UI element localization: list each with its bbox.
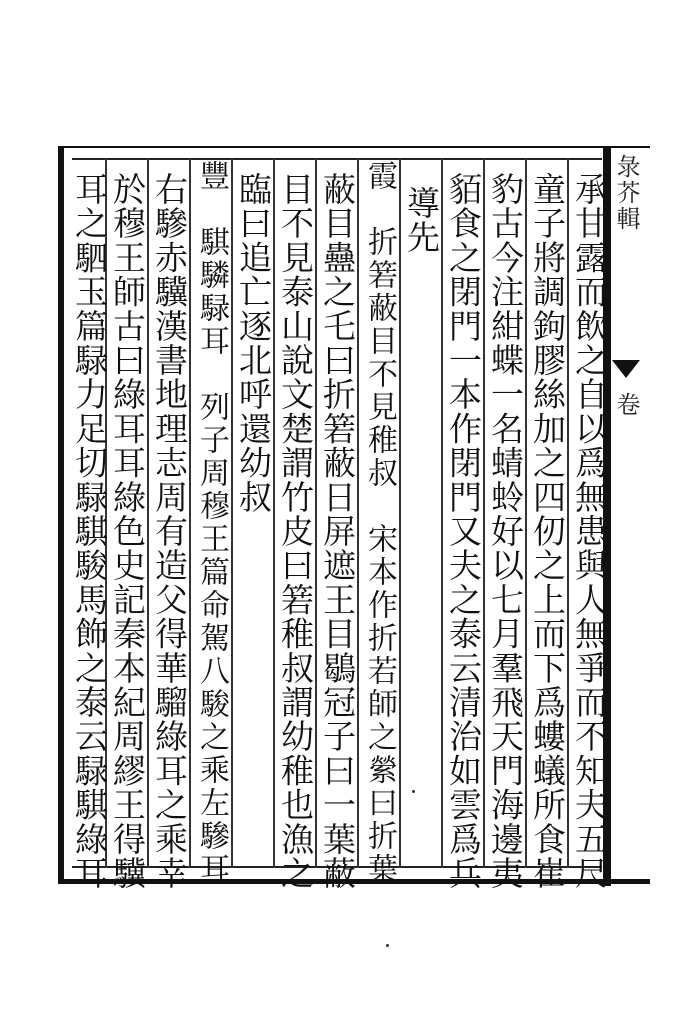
column-rule bbox=[231, 158, 233, 868]
margin-juan-label: 卷 bbox=[612, 392, 640, 416]
column-rule bbox=[147, 158, 149, 868]
text-column-3: 豹古今注紺蝶一名蜻蛉好以七月羣飛天門海邊夷 bbox=[486, 172, 525, 891]
text-column-12: 於穆王師古曰綠耳耳綠色史記秦本紀周繆王得驥 bbox=[108, 172, 147, 891]
text-column-10: 豐 騏驎騄耳 列子周穆王篇命駕八駿之乘左驂耳 bbox=[194, 160, 229, 886]
text-column-2: 童子將調鉤膠絲加之四仞之上而下爲螻蟻所食崔 bbox=[528, 172, 567, 891]
column-rule bbox=[357, 158, 359, 868]
column-rule bbox=[273, 158, 275, 868]
text-column-1: 承甘露而飲之自以爲無患與人無爭而不知夫五尺 bbox=[570, 172, 609, 891]
ink-speck bbox=[412, 790, 415, 793]
column-rule bbox=[441, 158, 443, 868]
text-column-9: 臨曰追亡逐北呼還幼叔 bbox=[234, 172, 273, 514]
text-column-4: 貊食之閉門一本作閉門又夫之泰云清治如雲爲兵 bbox=[444, 172, 483, 891]
column-rule bbox=[189, 158, 191, 868]
text-column-6: 霞 折箬蔽目不見稚叔 宋本作折若師之縈曰折葉 bbox=[362, 160, 397, 886]
column-rule bbox=[567, 158, 569, 868]
text-column-7: 蔽目蠱之乇曰折箬蔽日屏遮王目鶡冠子曰一葉蔽 bbox=[318, 172, 357, 891]
ink-speck bbox=[386, 944, 389, 947]
fish-tail-mark bbox=[612, 360, 640, 378]
column-rule bbox=[315, 158, 317, 868]
inner-top-rule bbox=[72, 158, 602, 160]
column-rule bbox=[399, 158, 401, 868]
text-column-8: 目不見泰山說文楚謂竹皮曰箬稚叔謂幼稚也漁之 bbox=[276, 172, 315, 891]
column-rule bbox=[525, 158, 527, 868]
text-column-5: 導先 bbox=[402, 186, 441, 255]
text-column-11: 右驂赤驥漢書地理志周有造父得華騮綠耳之乘幸 bbox=[150, 172, 189, 891]
margin-book-title: 彔芥輯 bbox=[612, 154, 640, 232]
text-column-13: 耳之駟玉篇騄力足切騄騏駿馬飾之泰云騄騏綠耳 bbox=[70, 172, 109, 891]
column-rule bbox=[483, 158, 485, 868]
